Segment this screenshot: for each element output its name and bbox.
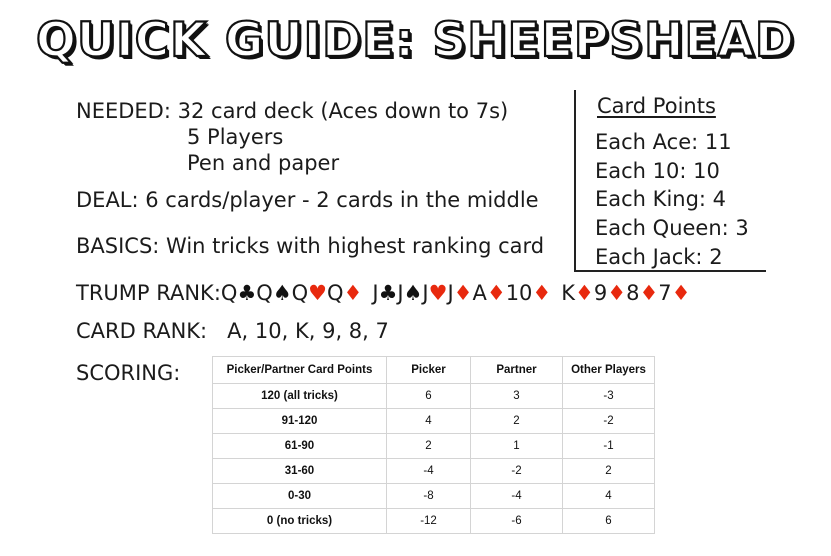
card-rank-label: CARD RANK: [76, 319, 208, 343]
diamond-icon: ♦ [486, 281, 506, 305]
table-cell: 2 [387, 434, 471, 459]
spade-icon: ♠ [403, 281, 423, 305]
table-row [213, 384, 655, 409]
heart-icon: ♥ [428, 281, 448, 305]
scoring-table [212, 356, 655, 534]
table-row [213, 434, 655, 459]
diamond-icon: ♦ [575, 281, 594, 305]
trump-rank-line [76, 280, 690, 306]
table-cell: -6 [471, 509, 563, 534]
trump-card-rank: Q [256, 281, 273, 305]
needed-item-pen: Pen and paper [187, 151, 340, 175]
table-cell: -1 [563, 434, 655, 459]
club-icon: ♣ [237, 281, 257, 305]
needed-item-players: 5 Players [187, 125, 284, 149]
card-points-queen: Each Queen: 3 [595, 216, 749, 240]
scoring-header-row [213, 357, 655, 384]
table-cell: 91-120 [213, 409, 387, 434]
table-row [213, 409, 655, 434]
card-points-jack: Each Jack: 2 [595, 245, 723, 269]
table-cell: 61-90 [213, 434, 387, 459]
trump-card-rank: Q [220, 281, 238, 305]
table-cell: -3 [563, 384, 655, 409]
trump-card-rank: 9 [593, 281, 608, 305]
club-icon: ♣ [378, 281, 398, 305]
card-points-border-bottom [574, 270, 766, 272]
needed-line [76, 98, 508, 124]
card-points-title: Card Points [597, 94, 716, 118]
scoring-label: SCORING: [76, 361, 181, 385]
diamond-icon: ♦ [532, 281, 552, 305]
table-cell: 4 [387, 409, 471, 434]
trump-card-rank: K [561, 281, 576, 305]
header-card-points: Picker/Partner Card Points [213, 357, 387, 384]
table-cell: 0 (no tricks) [213, 509, 387, 534]
table-row [213, 484, 655, 509]
table-cell: -4 [471, 484, 563, 509]
trump-card-rank: 10 [505, 281, 533, 305]
diamond-icon: ♦ [607, 281, 627, 305]
table-cell: 6 [563, 509, 655, 534]
trump-rank-label: TRUMP RANK: [76, 281, 221, 305]
card-rank-line [76, 318, 389, 344]
trump-rank-cards [221, 281, 691, 305]
table-cell: -8 [387, 484, 471, 509]
trump-card-rank: A [472, 281, 487, 305]
table-cell: 2 [563, 459, 655, 484]
card-points-ace: Each Ace: 11 [595, 130, 732, 154]
trump-card-rank: 8 [626, 281, 640, 305]
needed-item-deck: 32 card deck (Aces down to 7s) [177, 99, 509, 123]
trump-card-rank: J [397, 281, 404, 305]
header-picker: Picker [387, 357, 471, 384]
diamond-icon: ♦ [639, 281, 659, 305]
diamond-icon: ♦ [343, 281, 363, 305]
table-cell: 0-30 [213, 484, 387, 509]
table-row [213, 509, 655, 534]
table-cell: 6 [387, 384, 471, 409]
trump-card-rank: J [447, 281, 454, 305]
table-cell: 2 [471, 409, 563, 434]
table-cell: 3 [471, 384, 563, 409]
diamond-icon: ♦ [671, 281, 691, 305]
table-cell: -2 [471, 459, 563, 484]
spade-icon: ♠ [272, 281, 292, 305]
page-title: QUICK GUIDE: SHEEPSHEAD [36, 13, 795, 68]
table-cell: 31-60 [213, 459, 387, 484]
table-cell: -4 [387, 459, 471, 484]
heart-icon: ♥ [308, 281, 327, 305]
table-cell: 4 [563, 484, 655, 509]
card-points-king: Each King: 4 [595, 187, 727, 211]
table-cell: -12 [387, 509, 471, 534]
card-points-ten: Each 10: 10 [595, 159, 720, 183]
card-rank-value: A, 10, K, 9, 8, 7 [227, 319, 389, 343]
trump-card-rank: J [422, 281, 429, 305]
trump-card-rank: Q [327, 281, 344, 305]
trump-card-rank: 7 [658, 281, 672, 305]
table-cell: -2 [563, 409, 655, 434]
table-cell: 120 (all tricks) [213, 384, 387, 409]
basics-rule: BASICS: Win tricks with highest ranking card [76, 234, 545, 258]
header-partner: Partner [471, 357, 563, 384]
header-other-players: Other Players [563, 357, 655, 384]
table-row [213, 459, 655, 484]
needed-label: NEEDED: [76, 99, 171, 123]
diamond-icon: ♦ [453, 281, 473, 305]
deal-rule: DEAL: 6 cards/player - 2 cards in the middle [76, 188, 539, 212]
table-cell: 1 [471, 434, 563, 459]
trump-card-rank: Q [291, 281, 309, 305]
card-points-border-left [574, 90, 576, 272]
trump-card-rank: J [372, 281, 379, 305]
